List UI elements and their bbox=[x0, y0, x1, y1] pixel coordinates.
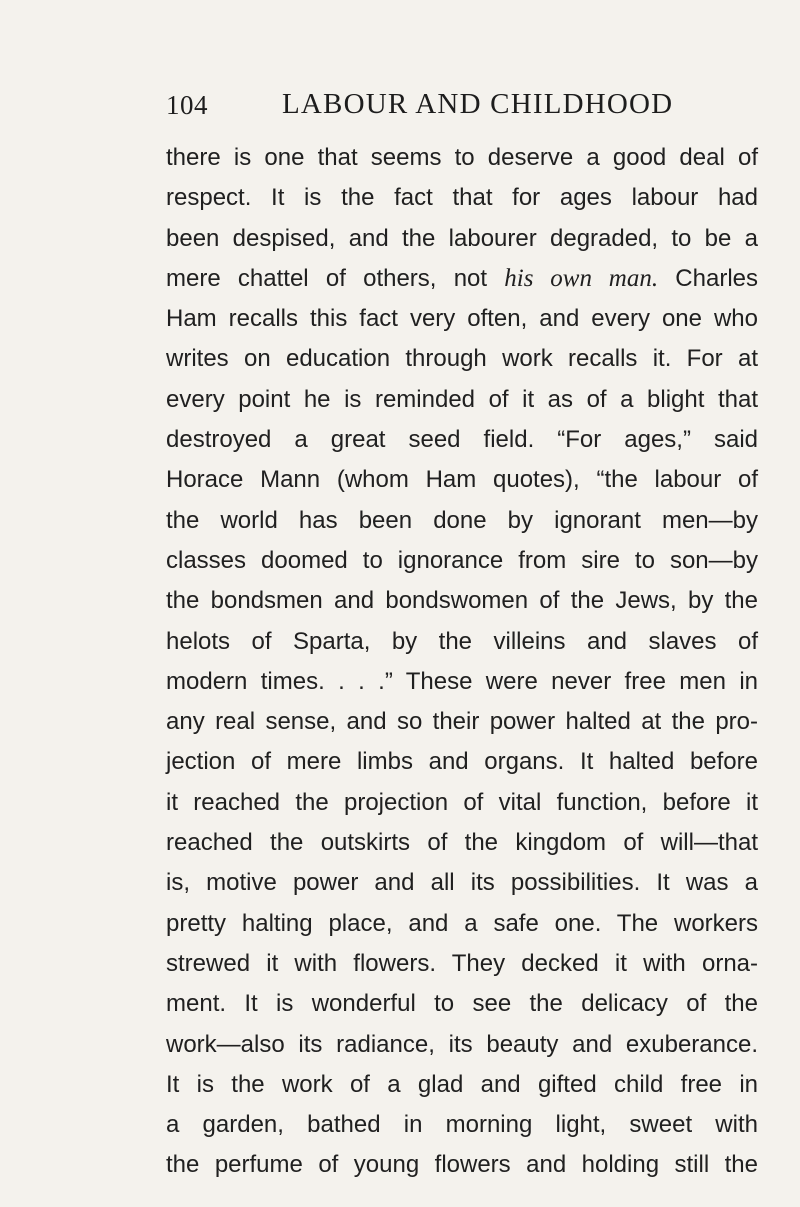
text-line: any real sense, and so their power halted at the pro- bbox=[166, 708, 758, 736]
body-text bbox=[166, 138, 758, 1186]
text-line: strewed it with flowers. They decked it with orna- bbox=[166, 949, 758, 977]
text-line: the bondsmen and bondswomen of the Jews, by the bbox=[166, 587, 758, 615]
text-line: It is the work of a glad and gifted child free in bbox=[166, 1070, 758, 1098]
text-line: is, motive power and all its possibilities. It was a bbox=[166, 869, 758, 897]
text-line: helots of Sparta, by the villeins and slaves of bbox=[166, 627, 758, 655]
text-line: respect. It is the fact that for ages labour had bbox=[166, 184, 758, 212]
text-line: been despised, and the labourer degraded, to be a bbox=[166, 224, 758, 252]
page-header bbox=[166, 88, 756, 128]
text-line: work—also its radiance, its beauty and exuberance. bbox=[166, 1030, 758, 1058]
italic-emphasis: his own man. bbox=[504, 264, 659, 292]
text-line: a garden, bathed in morning light, sweet with bbox=[166, 1111, 758, 1139]
text-line: it reached the projection of vital function, before it bbox=[166, 788, 758, 816]
text-line: Horace Mann (whom Ham quotes), “the labour of bbox=[166, 466, 758, 494]
text-line: jection of mere limbs and organs. It halted before bbox=[166, 748, 758, 776]
text-line: every point he is reminded of it as of a blight that bbox=[166, 385, 758, 413]
text-line: ment. It is wonderful to see the delicacy of the bbox=[166, 990, 758, 1018]
page-number: 104 bbox=[166, 90, 208, 120]
text-line: the world has been done by ignorant men—by bbox=[166, 506, 758, 534]
text-segment: mere chattel of others, not bbox=[166, 264, 505, 292]
text-line: destroyed a great seed field. “For ages,” said bbox=[166, 426, 758, 454]
text-line bbox=[166, 259, 758, 299]
text-line: classes doomed to ignorance from sire to son—by bbox=[166, 546, 758, 574]
text-line: the perfume of young flowers and holding still the bbox=[166, 1151, 758, 1179]
running-head: LABOUR AND CHILDHOOD bbox=[282, 88, 674, 120]
text-line: pretty halting place, and a safe one. The workers bbox=[166, 909, 758, 937]
text-line: Ham recalls this fact very often, and every one who bbox=[166, 305, 758, 333]
text-line: modern times. . . .” These were never free men in bbox=[166, 667, 758, 695]
text-segment: Charles bbox=[658, 264, 759, 292]
text-line: reached the outskirts of the kingdom of will—that bbox=[166, 829, 758, 857]
text-line: writes on education through work recalls it. For at bbox=[166, 345, 758, 373]
text-line: there is one that seems to deserve a good deal of bbox=[166, 144, 758, 171]
